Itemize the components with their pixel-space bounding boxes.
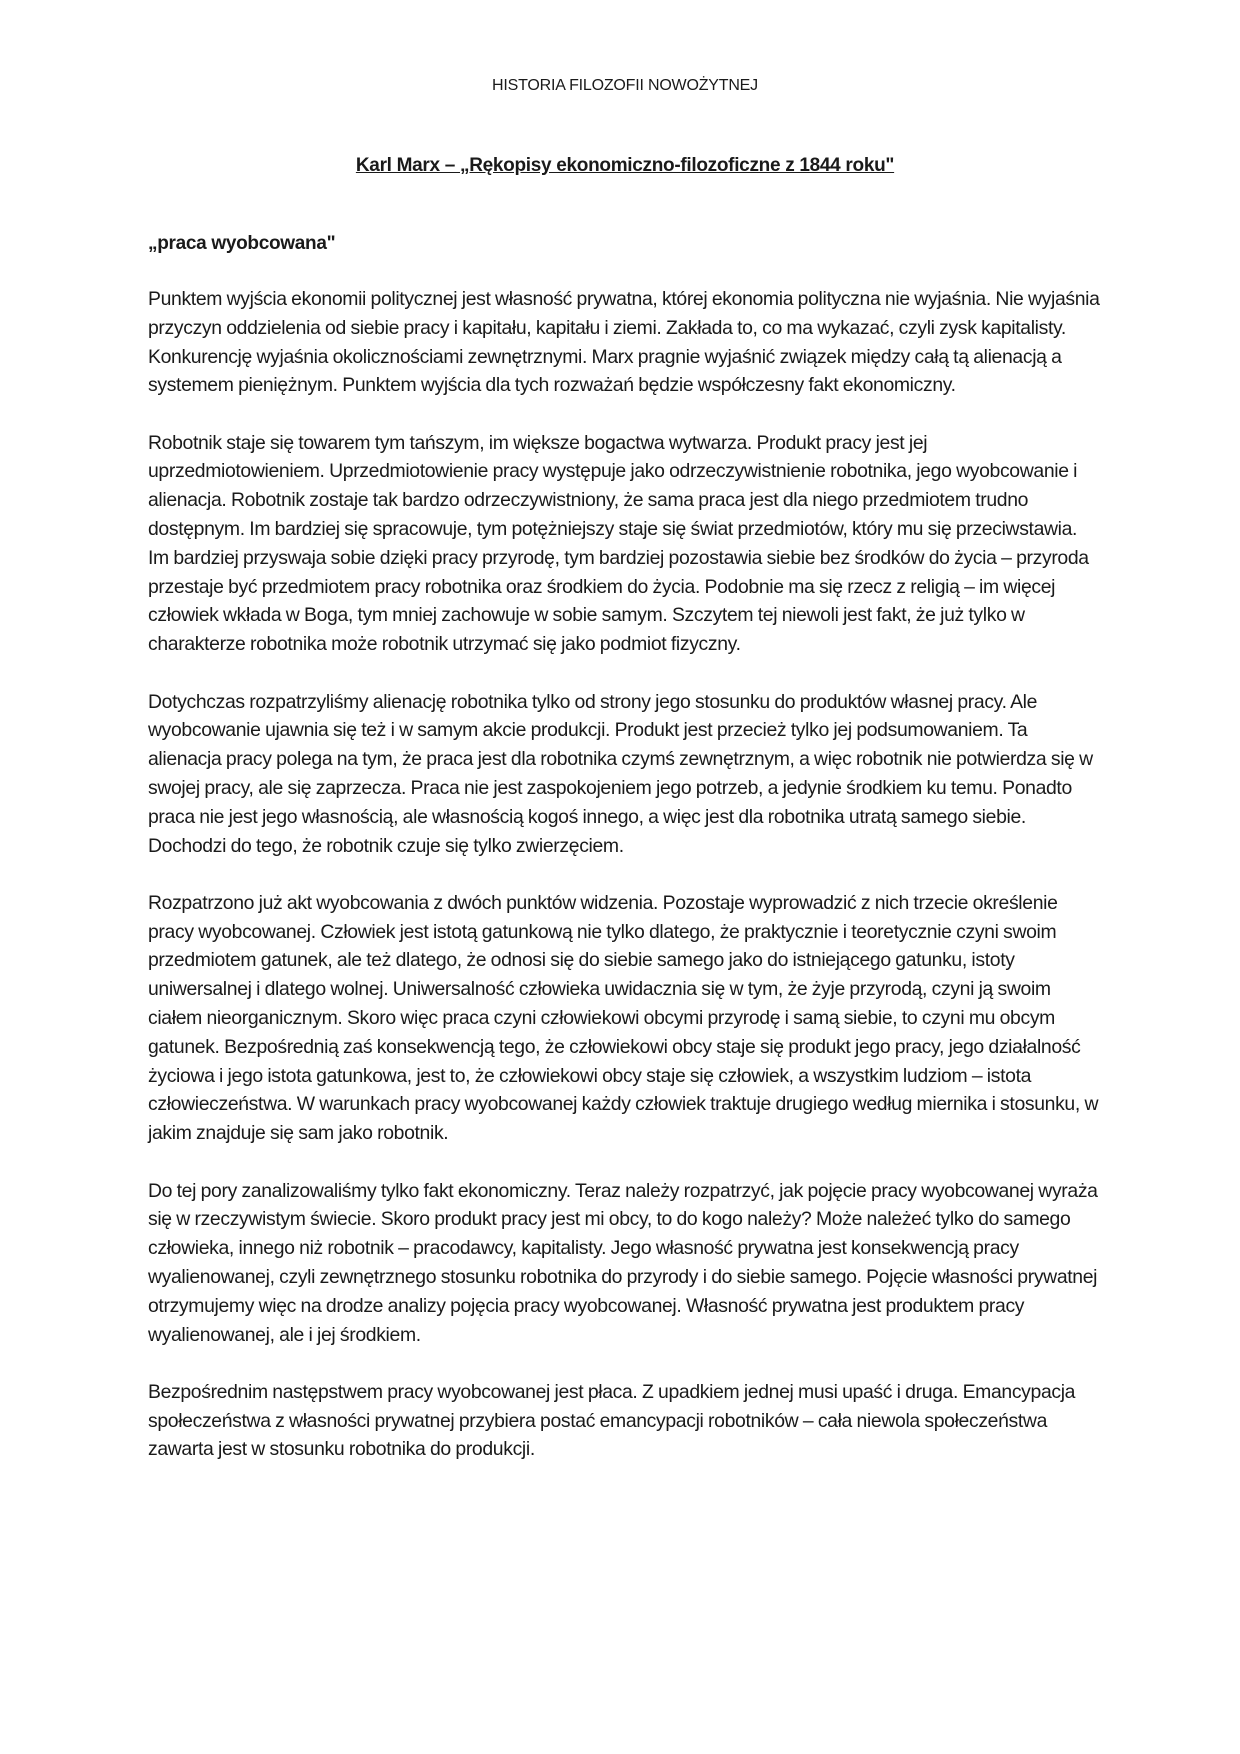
running-header: HISTORIA FILOZOFII NOWOŻYTNEJ <box>492 77 758 94</box>
paragraph-5: Do tej pory zanalizowaliśmy tylko fakt ekonomiczny. Teraz należy rozpatrzyć, jak pojęcie pracy wyobcowanej wyraża się w rzeczywistym świecie. Skoro produkt pracy jest mi obcy, to do kogo należy? Może należeć tylko do samego człowieka, innego niż robotnik – pracodawcy, kapitalisty. Jego własność prywatna jest konsekwencją pracy wyalienowanej, czyli zewnętrznego stosunku robotnika do przyrody i do siebie samego. Pojęcie własności prywatnej otrzymujemy więc na drodze analizy pojęcia pracy wyobcowanej. Własność prywatna jest produktem pracy wyalienowanej, ale i jej środkiem. <box>148 1179 1098 1346</box>
paragraph-6: Bezpośrednim następstwem pracy wyobcowanej jest płaca. Z upadkiem jednej musi upaść i druga. Emancypacja społeczeństwa z własności prywatnej przybiera postać emancypacji robotników – cała niewola społeczeństwa zawarta jest w stosunku robotnika do produkcji. <box>148 1380 1076 1461</box>
paragraph-3: Dotychczas rozpatrzyliśmy alienację robotnika tylko od strony jego stosunku do produktów własnej pracy. Ale wyobcowanie ujawnia się też i w samym akcie produkcji. Produkt jest przecież tylko jej podsumowaniem. Ta alienacja pracy polega na tym, że praca jest dla robotnika czymś zewnętrznym, a więc robotnik nie potwierdza się w swojej pracy, ale się zaprzecza. Praca nie jest zaspokojeniem jego potrzeb, a jedynie środkiem ku temu. Ponadto praca nie jest jego własnością, ale własnością kogoś innego, a więc jest dla robotnika utratą samego siebie. Dochodzi do tego, że robotnik czuje się tylko zwierzęciem. <box>148 690 1093 857</box>
paragraph-2: Robotnik staje się towarem tym tańszym, im większe bogactwa wytwarza. Produkt pracy jest jej uprzedmiotowieniem. Uprzedmiotowienie pracy występuje jako odrzeczywistnienie robotnika, jego wyobcowanie i alienacja. Robotnik zostaje tak bardzo odrzeczywistniony, że sama praca jest dla niego przedmiotem trudno dostępnym. Im bardziej się spracowuje, tym potężniejszy staje się świat przedmiotów, który mu się przeciwstawia. Im bardziej przyswaja sobie dzięki pracy przyrodę, tym bardziej pozostawia siebie bez środków do życia – przyroda przestaje być przedmiotem pracy robotnika oraz środkiem do życia. Podobnie ma się rzecz z religią – im więcej człowiek wkłada w Boga, tym mniej zachowuje w sobie samym. Szczytem tej niewoli jest fakt, że już tylko w charakterze robotnika może robotnik utrzymać się jako podmiot fizyczny. <box>148 431 1089 656</box>
paragraph-1: Punktem wyjścia ekonomii politycznej jest własność prywatna, której ekonomia polityczna nie wyjaśnia. Nie wyjaśnia przyczyn oddzielenia od siebie pracy i kapitału, kapitału i ziemi. Zakłada to, co ma wykazać, czyli zysk kapitalisty. Konkurencję wyjaśnia okolicznościami zewnętrznymi. Marx pragnie wyjaśnić związek między całą tą alienacją a systemem pieniężnym. Punktem wyjścia dla tych rozważań będzie współczesny fakt ekonomiczny. <box>148 288 1100 397</box>
document-title: Karl Marx – „Rękopisy ekonomiczno-filozoficzne z 1844 roku" <box>355 155 895 176</box>
section-heading: „praca wyobcowana" <box>148 233 336 254</box>
paragraph-4: Rozpatrzono już akt wyobcowania z dwóch punktów widzenia. Pozostaje wyprowadzić z nich trzecie określenie pracy wyobcowanej. Człowiek jest istotą gatunkową nie tylko dlatego, że praktycznie i teoretycznie czyni swoim przedmiotem gatunek, ale też dlatego, że odnosi się do siebie samego jako do istniejącego gatunku, istoty uniwersalnej i dlatego wolnej. Uniwersalność człowieka uwidacznia się w tym, że żyje przyrodą, czyni ją swoim ciałem nieorganicznym. Skoro więc praca czyni człowiekowi obcymi przyrodę i samą siebie, to czyni mu obcym gatunek. Bezpośrednią zaś konsekwencją tego, że człowiekowi obcy staje się produkt jego pracy, jego działalność życiowa i jego istota gatunkowa, jest to, że człowiekowi obcy staje się człowiek, a wszystkim ludziom – istota człowieczeństwa. W warunkach pracy wyobcowanej każdy człowiek traktuje drugiego według miernika i stosunku, w jakim znajduje się sam jako robotnik. <box>148 891 1099 1145</box>
